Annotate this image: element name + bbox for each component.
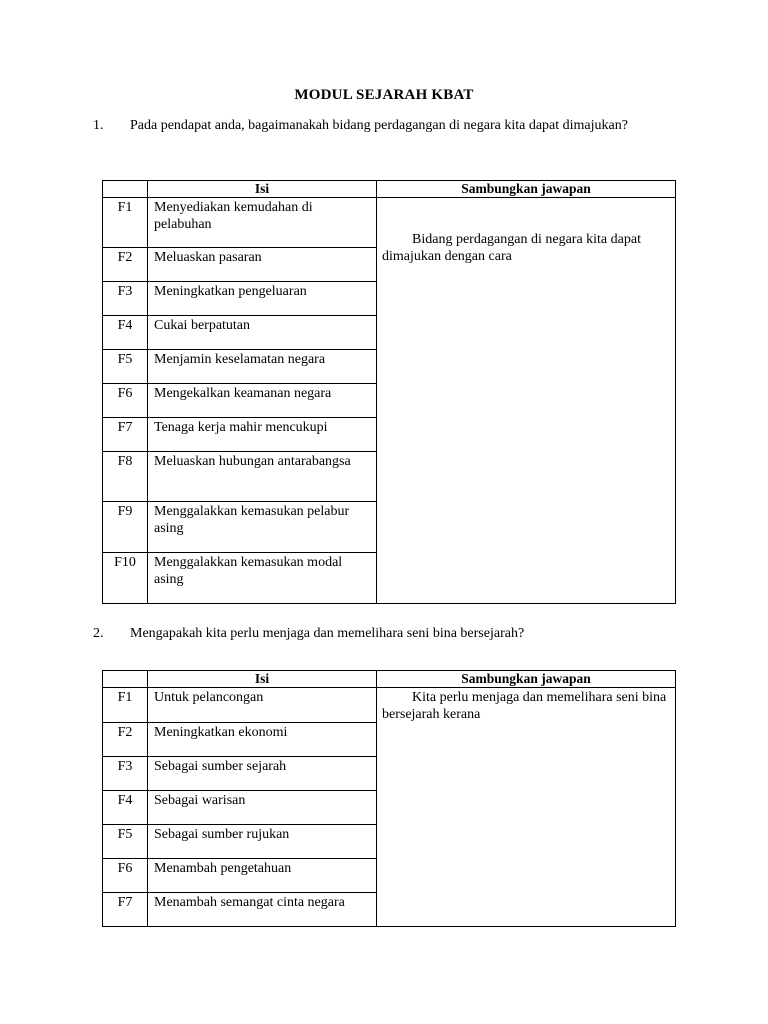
row-code: F10 (103, 553, 148, 604)
header-isi: Isi (148, 671, 377, 688)
row-isi: Tenaga kerja mahir mencukupi (148, 418, 377, 452)
row-isi: Mengekalkan keamanan negara (148, 384, 377, 418)
document-title: MODUL SEJARAH KBAT (294, 87, 474, 103)
row-isi: Meluaskan pasaran (148, 248, 377, 282)
table-row (103, 688, 676, 723)
row-isi: Menjamin keselamatan negara (148, 350, 377, 384)
row-isi: Menggalakkan kemasukan pelabur asing (148, 502, 377, 553)
row-isi: Meluaskan hubungan antarabangsa (148, 452, 377, 502)
row-code: F3 (103, 757, 148, 791)
row-isi: Meningkatkan pengeluaran (148, 282, 377, 316)
row-code: F4 (103, 791, 148, 825)
row-isi: Meningkatkan ekonomi (148, 723, 377, 757)
row-code: F5 (103, 825, 148, 859)
row-code: F6 (103, 384, 148, 418)
row-isi: Sebagai warisan (148, 791, 377, 825)
header-jawapan: Sambungkan jawapan (377, 181, 676, 198)
header-code (103, 181, 148, 198)
row-code: F3 (103, 282, 148, 316)
row-isi: Untuk pelancongan (148, 688, 377, 723)
row-code: F1 (103, 198, 148, 248)
row-isi: Menyediakan kemudahan di pelabuhan (148, 198, 377, 248)
table-header-row (103, 671, 676, 688)
row-isi: Sebagai sumber sejarah (148, 757, 377, 791)
row-code: F1 (103, 688, 148, 723)
question-text: Mengapakah kita perlu menjaga dan memelihara seni bina bersejarah? (130, 626, 525, 641)
answer-stem: Kita perlu menjaga dan memelihara seni bina bersejarah kerana (382, 690, 667, 722)
header-isi: Isi (148, 181, 377, 198)
header-code (103, 671, 148, 688)
table-row (103, 198, 676, 248)
row-code: F7 (103, 893, 148, 927)
answer-stem: Bidang perdagangan di negara kita dapat dimajukan dengan cara (382, 232, 641, 264)
table-header-row (103, 181, 676, 198)
row-code: F4 (103, 316, 148, 350)
answer-table-2 (102, 670, 676, 927)
row-code: F9 (103, 502, 148, 553)
row-code: F5 (103, 350, 148, 384)
answer-cell[interactable] (377, 688, 676, 927)
row-code: F2 (103, 723, 148, 757)
row-code: F7 (103, 418, 148, 452)
row-isi: Menggalakkan kemasukan modal asing (148, 553, 377, 604)
row-isi: Cukai berpatutan (148, 316, 377, 350)
answer-cell[interactable] (377, 198, 676, 604)
row-code: F8 (103, 452, 148, 502)
row-isi: Menambah semangat cinta negara (148, 893, 377, 927)
question-number: 1. (93, 118, 104, 133)
header-jawapan: Sambungkan jawapan (377, 671, 676, 688)
row-code: F6 (103, 859, 148, 893)
row-isi: Sebagai sumber rujukan (148, 825, 377, 859)
question-text: Pada pendapat anda, bagaimanakah bidang perdagangan di negara kita dapat dimajukan? (130, 118, 628, 133)
row-isi: Menambah pengetahuan (148, 859, 377, 893)
answer-table-1 (102, 180, 676, 604)
row-code: F2 (103, 248, 148, 282)
question-number: 2. (93, 626, 104, 641)
